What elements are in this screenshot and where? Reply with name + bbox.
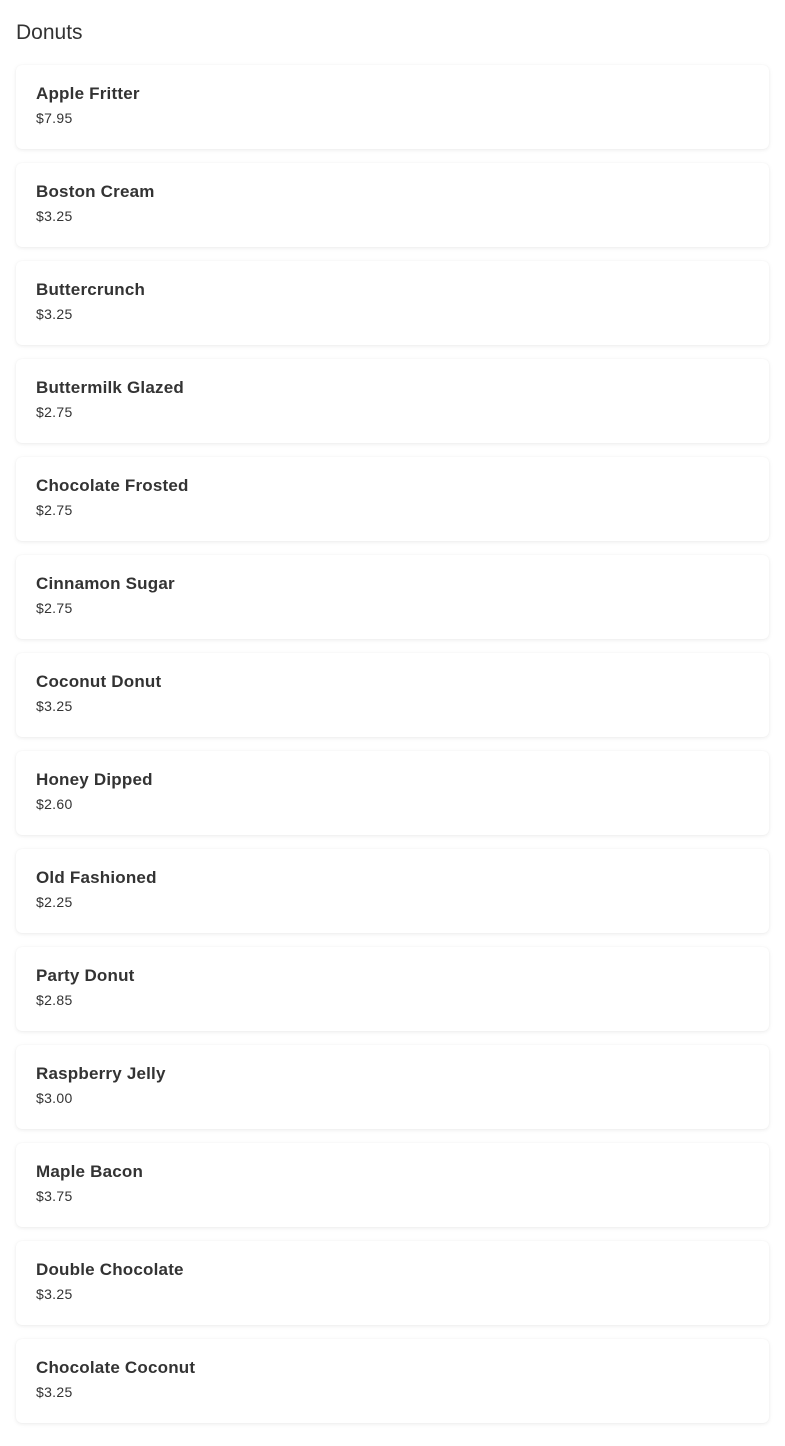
menu-item-price: $3.25 (36, 1286, 73, 1302)
menu-item-price: $2.60 (36, 796, 73, 812)
menu-item-price: $2.25 (36, 894, 73, 910)
menu-item[interactable] (16, 1045, 769, 1129)
menu-item-name: Chocolate Coconut (36, 1358, 196, 1377)
menu-item[interactable] (16, 1339, 769, 1423)
menu-item-name: Maple Bacon (36, 1162, 144, 1181)
menu-item-name: Chocolate Frosted (36, 476, 189, 495)
menu-item[interactable] (16, 947, 769, 1031)
menu-item-price: $2.85 (36, 992, 73, 1008)
menu-item-price: $3.25 (36, 1384, 73, 1400)
menu-item-price: $2.75 (36, 502, 73, 518)
menu-item-name: Cinnamon Sugar (36, 574, 175, 593)
menu-item[interactable] (16, 65, 769, 149)
menu-item[interactable] (16, 1241, 769, 1325)
menu-item[interactable] (16, 653, 769, 737)
menu-item[interactable] (16, 849, 769, 933)
menu-item[interactable] (16, 163, 769, 247)
menu-item-price: $2.75 (36, 600, 73, 616)
menu-item-price: $3.25 (36, 306, 73, 322)
menu-item[interactable] (16, 359, 769, 443)
menu-item-price: $2.75 (36, 404, 73, 420)
menu-item-name: Raspberry Jelly (36, 1064, 166, 1083)
menu-item-name: Double Chocolate (36, 1260, 184, 1279)
menu-item-name: Party Donut (36, 966, 135, 985)
menu-item-name: Buttermilk Glazed (36, 378, 184, 397)
menu-item-price: $7.95 (36, 110, 73, 126)
menu-item-name: Old Fashioned (36, 868, 157, 887)
menu-item-price: $3.75 (36, 1188, 73, 1204)
menu-item-price: $3.25 (36, 208, 73, 224)
menu-item[interactable] (16, 555, 769, 639)
menu-item[interactable] (16, 261, 769, 345)
menu-item[interactable] (16, 751, 769, 835)
menu-item-name: Buttercrunch (36, 280, 146, 299)
menu-item-name: Apple Fritter (36, 84, 140, 103)
menu-item-price: $3.00 (36, 1090, 73, 1106)
menu-item-name: Coconut Donut (36, 672, 162, 691)
menu-item[interactable] (16, 457, 769, 541)
menu-item-price: $3.25 (36, 698, 73, 714)
menu-item-name: Honey Dipped (36, 770, 153, 789)
section-title: Donuts (16, 21, 83, 44)
menu-item-name: Boston Cream (36, 182, 155, 201)
menu-item[interactable] (16, 1143, 769, 1227)
menu-item-list (16, 65, 769, 1423)
